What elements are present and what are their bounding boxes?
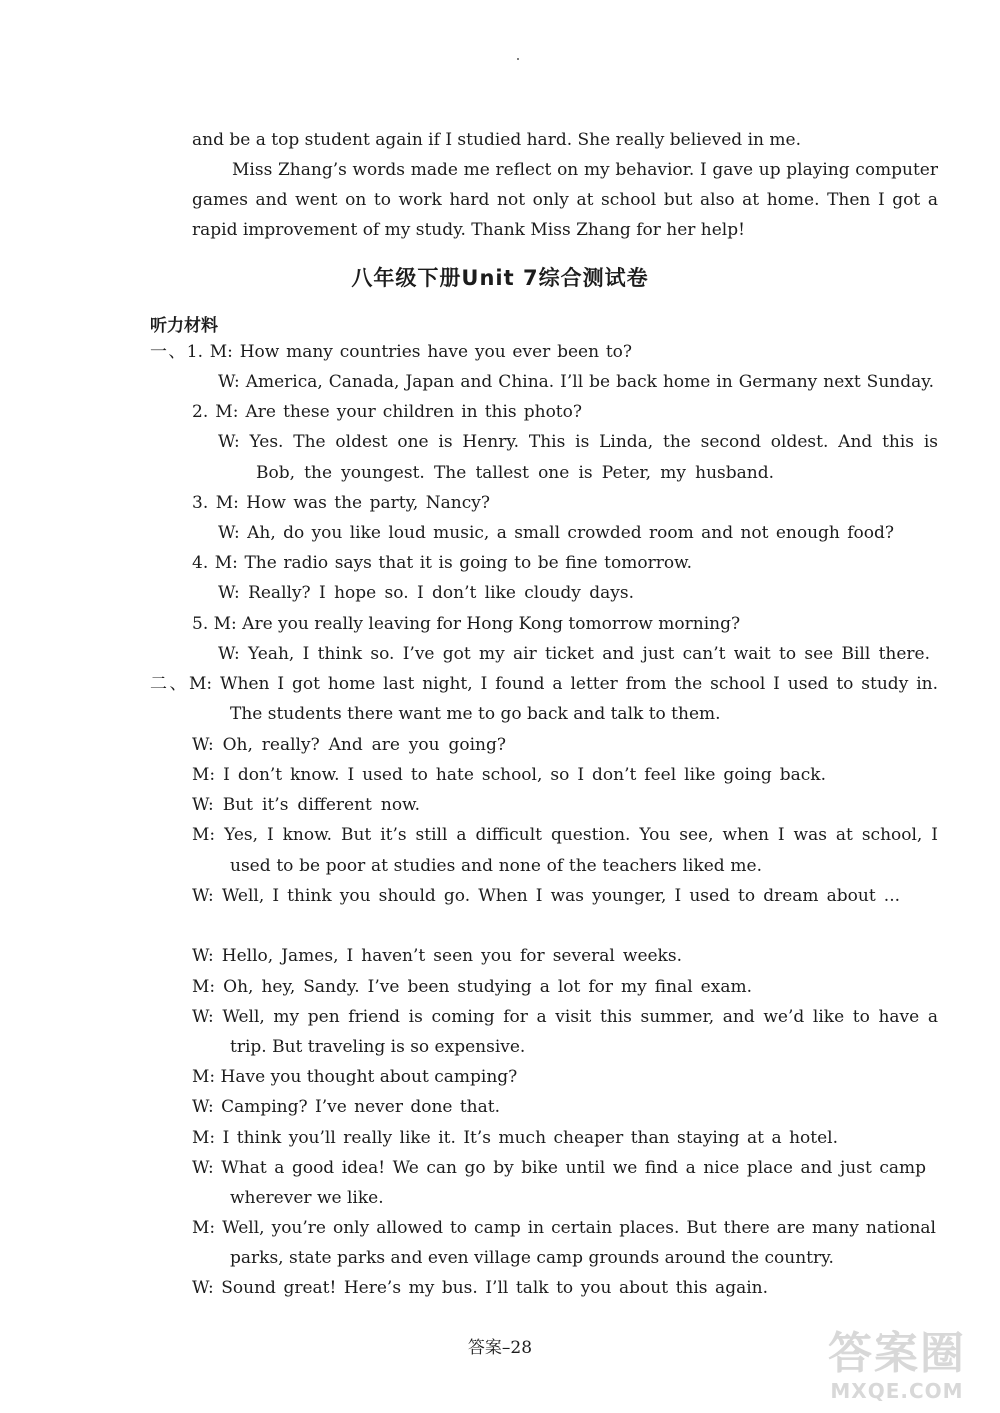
dialogue-line: W: Hello, James, I haven’t seen you for several weeks. [192, 946, 682, 966]
dialogue-line: 3. M: How was the party, Nancy? [192, 493, 490, 513]
test-title: 八年级下册Unit 7综合测试卷 [351, 266, 649, 290]
dialogue-line: W: Really? I hope so. I don’t like cloudy days. [218, 583, 634, 603]
dialogue-line: W: Ah, do you like loud music, a small crowded room and not enough food? [218, 523, 894, 543]
site-watermark [802, 1329, 992, 1403]
dialogue-line: trip. But traveling is so expensive. [230, 1037, 526, 1057]
dialogue-line: M: Well, you’re only allowed to camp in certain places. But there are many national [192, 1218, 936, 1238]
passage-line: and be a top student again if I studied hard. She really believed in me. [192, 130, 801, 150]
dialogue-line: 2. M: Are these your children in this photo? [192, 402, 582, 422]
dialogue-line: W: But it’s different now. [192, 795, 420, 815]
dialogue-line: W: Well, my pen friend is coming for a visit this summer, and we’d like to have a [192, 1007, 938, 1027]
dialogue-line: 5. M: Are you really leaving for Hong Kong tomorrow morning? [192, 614, 741, 634]
dialogue-line: W: Yes. The oldest one is Henry. This is Linda, the second oldest. And this is [218, 432, 938, 452]
dialogue-line: wherever we like. [230, 1188, 384, 1208]
dialogue-line: parks, state parks and even village camp grounds around the country. [230, 1248, 834, 1268]
dialogue-line: M: I think you’ll really like it. It’s much cheaper than staying at a hotel. [192, 1128, 838, 1148]
dialogue-line: W: Oh, really? And are you going? [192, 735, 506, 755]
dialogue-line: M: Yes, I know. But it’s still a difficult question. You see, when I was at school, I [192, 825, 938, 845]
dialogue-line: W: Camping? I’ve never done that. [192, 1097, 500, 1117]
watermark-logo-text: 答案圈 [828, 1328, 966, 1379]
dialogue-line: W: Sound great! Here’s my bus. I’ll talk to you about this again. [192, 1278, 768, 1298]
section-title: 听力材料 [150, 316, 218, 336]
page-number: 答案–28 [467, 1338, 533, 1358]
dialogue-line: W: Well, I think you should go. When I was younger, I used to dream about ... [192, 886, 900, 906]
dialogue-line: W: What a good idea! We can go by bike until we find a nice place and just camp [192, 1158, 926, 1178]
passage-line: rapid improvement of my study. Thank Miss Zhang for her help! [192, 220, 745, 240]
scan-speck [517, 58, 519, 60]
dialogue-line: 4. M: The radio says that it is going to be fine tomorrow. [192, 553, 692, 573]
dialogue-line: M: Have you thought about camping? [192, 1067, 518, 1087]
passage-line: games and went on to work hard not only at school but also at home. Then I got a [192, 190, 938, 210]
dialogue-line: Bob, the youngest. The tallest one is Peter, my husband. [256, 463, 774, 483]
dialogue-line: W: Yeah, I think so. I’ve got my air ticket and just can’t wait to see Bill there. [218, 644, 930, 664]
dialogue-line: 二、M: When I got home last night, I found a letter from the school I used to study in. [150, 674, 938, 694]
watermark-url: MXQE.COM [830, 1379, 964, 1403]
passage-line: Miss Zhang’s words made me reflect on my behavior. I gave up playing computer [232, 160, 938, 180]
dialogue-line: W: America, Canada, Japan and China. I’ll be back home in Germany next Sunday. [218, 372, 934, 392]
dialogue-line: 一、1. M: How many countries have you ever been to? [150, 342, 632, 362]
dialogue-line: M: I don’t know. I used to hate school, so I don’t feel like going back. [192, 765, 826, 785]
dialogue-line: M: Oh, hey, Sandy. I’ve been studying a lot for my final exam. [192, 977, 752, 997]
dialogue-line: used to be poor at studies and none of the teachers liked me. [230, 856, 762, 876]
dialogue-line: The students there want me to go back and talk to them. [230, 704, 721, 724]
